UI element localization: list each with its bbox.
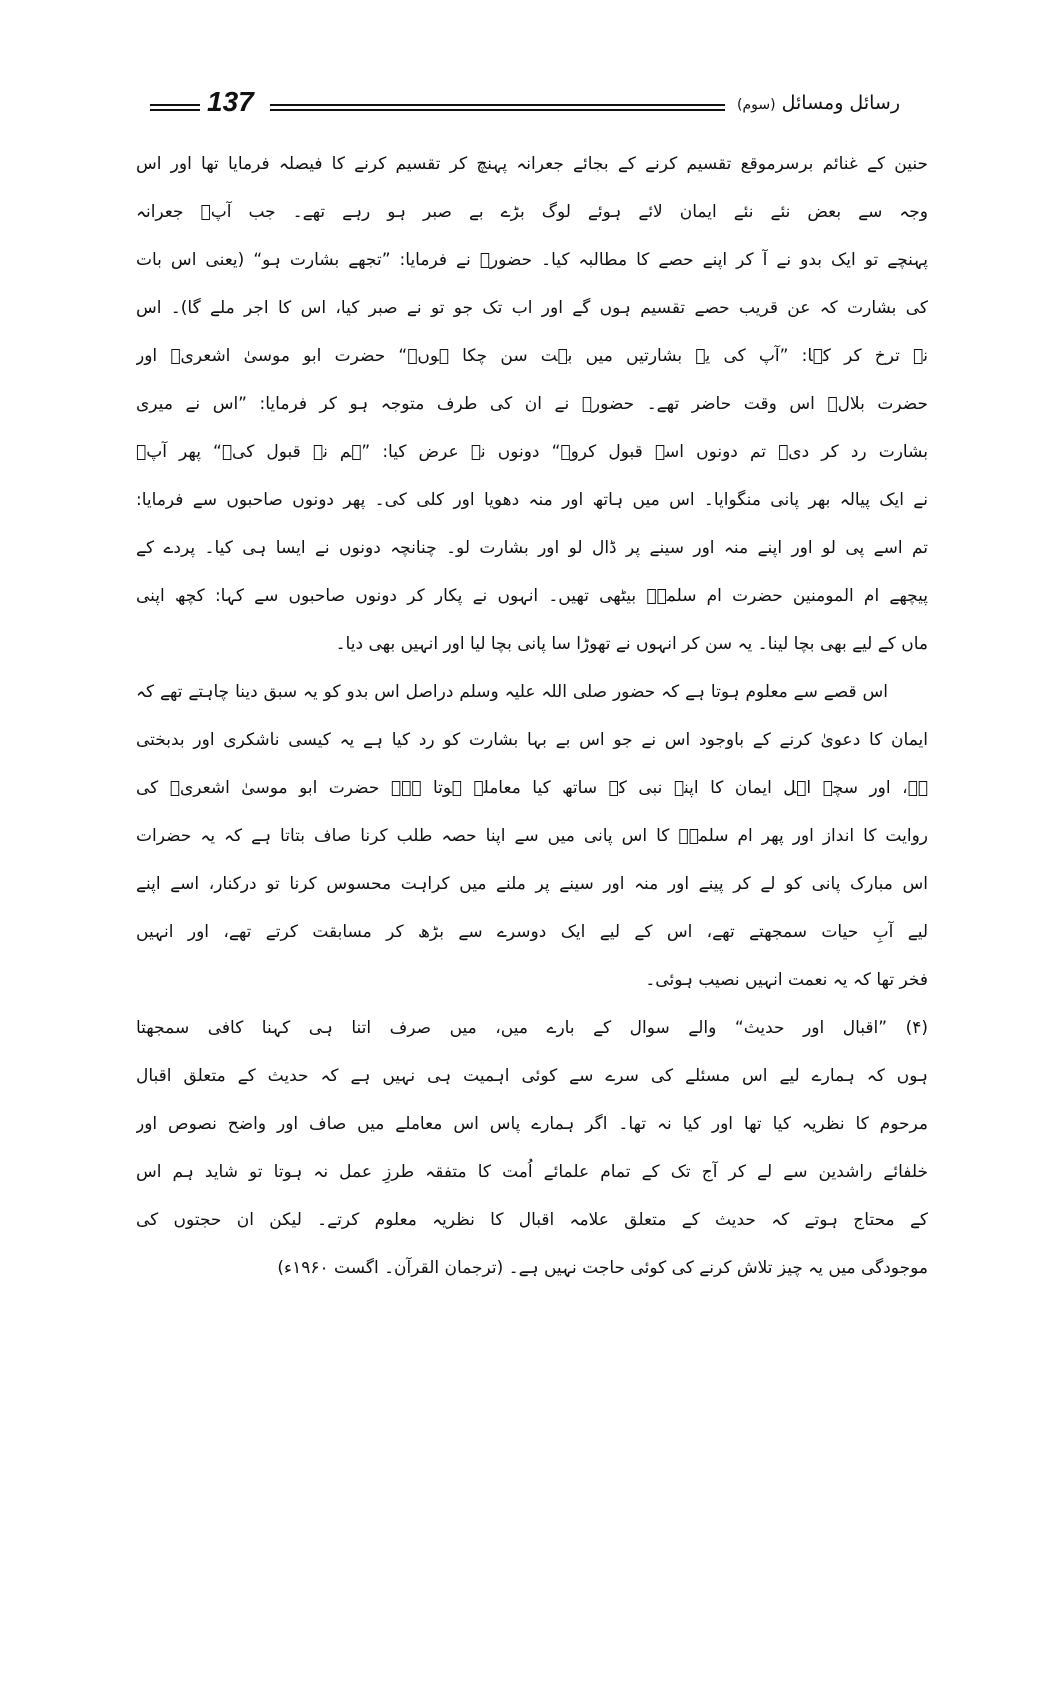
running-title-volume: (سوم): [737, 97, 776, 113]
paragraph-3: [136, 1004, 928, 1292]
text-line: ماں کے لیے بھی بچا لینا۔ یہ سن کر انہوں نے تھوڑا سا پانی بچا لیا اور انہیں بھی دیا۔: [335, 634, 928, 654]
text-line: ایمان کا دعویٰ کرنے کے باوجود اس نے جو اس بے بہا بشارت کو رد کیا ہے یہ کیسی ناشکری اور بدبختی: [136, 730, 928, 750]
text-line: ہوں کہ ہمارے لیے اس مسئلے کی سرے سے کوئی اہمیت ہی نہیں ہے کہ حدیث کے متعلق اقبال: [136, 1066, 928, 1086]
paragraph-1: [136, 140, 928, 668]
text-line: مرحوم کا نظریہ کیا تھا اور کیا نہ تھا۔ اگر ہمارے پاس اس معاملے میں صاف اور واضح نصوص اور: [136, 1114, 928, 1134]
page-header: [150, 86, 920, 122]
text-line: اس مبارک پانی کو لے کر پینے اور منہ اور سینے پر ملنے میں کراہت محسوس کرنا تو درکنار، اسے اپنے: [136, 874, 928, 894]
text-line: حضرت بلالؓ اس وقت حاضر تھے۔ حضورؐ نے ان کی طرف متوجہ ہو کر فرمایا: ”اس نے میری: [136, 394, 928, 414]
text-line: پہنچے تو ایک بدو نے آ کر اپنے حصے کا مطالبہ کیا۔ حضورؐ نے فرمایا: ”تجھے بشارت ہو“ (یعنی اس بات: [136, 250, 928, 270]
text-line: فخر تھا کہ یہ نعمت انہیں نصیب ہوئی۔: [645, 970, 928, 990]
text-line: بشارت رد کر دی۔ تم دونوں اسے قبول کرو۔“ دونوں نے عرض کیا: ”ہم نے قبول کی۔“ پھر آپؐ: [136, 442, 928, 462]
running-title-text: رسائل ومسائل: [781, 92, 900, 114]
page-number: 137: [207, 86, 254, 117]
text-line: وجہ سے بعض نئے نئے ایمان لائے ہوئے لوگ بڑے بے صبر ہو رہے تھے۔ جب آپؐ جعرانہ: [136, 202, 928, 222]
text-line: کی بشارت کہ عن قریب حصے تقسیم ہوں گے اور اب تک جو تو نے صبر کیا، اس کا اجر ملے گا)۔ اس: [136, 298, 928, 318]
text-line: پیچھے ام المومنین حضرت ام سلمہؓ بیٹھی تھیں۔ انہوں نے پکار کر دونوں صاحبوں سے کہا: کچھ اپنی: [136, 586, 928, 606]
text-line: کے محتاج ہوتے کہ حدیث کے متعلق علامہ اقبال کا نظریہ معلوم کرتے۔ لیکن ان حجتوں کی: [136, 1210, 928, 1230]
text-line: موجودگی میں یہ چیز تلاش کرنے کی کوئی حاجت نہیں ہے۔ (ترجمان القرآن۔ اگست ۱۹۶۰ء): [277, 1258, 928, 1278]
body-text: [136, 140, 928, 1292]
text-line: (۴) ”اقبال اور حدیث“ والے سوال کے بارے میں، میں صرف اتنا ہی کہنا کافی سمجھتا: [136, 1018, 928, 1038]
text-line: خلفائے راشدین سے لے کر آج تک کے تمام علمائے اُمت کا متفقہ طرزِ عمل نہ ہوتا تو شاید ہم اس: [136, 1162, 928, 1182]
header-rule-right: [270, 104, 725, 111]
text-line: لیے آبِ حیات سمجھتے تھے، اس کے لیے ایک دوسرے سے بڑھ کر مسابقت کرتے تھے، اور انہیں: [136, 922, 928, 942]
text-line: تم اسے پی لو اور اپنے منہ اور سینے پر ڈال لو اور بشارت لو۔ چنانچہ دونوں نے ایسا ہی کیا۔ پردے کے: [136, 538, 928, 558]
text-line: اس قصے سے معلوم ہوتا ہے کہ حضور صلی اللہ علیہ وسلم دراصل اس بدو کو یہ سبق دینا چاہتے تھے کہ: [136, 682, 888, 702]
text-line: نے ترخ کر کہا: ”آپ کی یہ بشارتیں میں بہت سن چکا ہوں۔“ حضرت ابو موسیٰ اشعریؓ اور: [136, 346, 928, 366]
text-line: روایت کا انداز اور پھر ام سلمہؓ کا اس پانی میں سے اپنا حصہ طلب کرنا صاف بتاتا ہے کہ یہ حضرات: [136, 826, 928, 846]
paragraph-2: [136, 668, 928, 1004]
text-line: نے ایک پیالہ بھر پانی منگوایا۔ اس میں ہاتھ اور منہ دھویا اور کلی کی۔ پھر دونوں صاحبوں سے فرمایا:: [136, 490, 928, 510]
text-line: ہے، اور سچے اہل ایمان کا اپنے نبی کے ساتھ کیا معاملہ ہوتا ہے۔ حضرت ابو موسیٰ اشعریؓ کی: [136, 778, 928, 798]
header-rule-left: [150, 104, 200, 111]
text-line: حنین کے غنائم برسرموقع تقسیم کرنے کے بجائے جعرانہ پہنچ کر تقسیم کرنے کا فیصلہ فرمایا تھا اور اس: [136, 154, 928, 174]
running-title: [737, 88, 900, 120]
